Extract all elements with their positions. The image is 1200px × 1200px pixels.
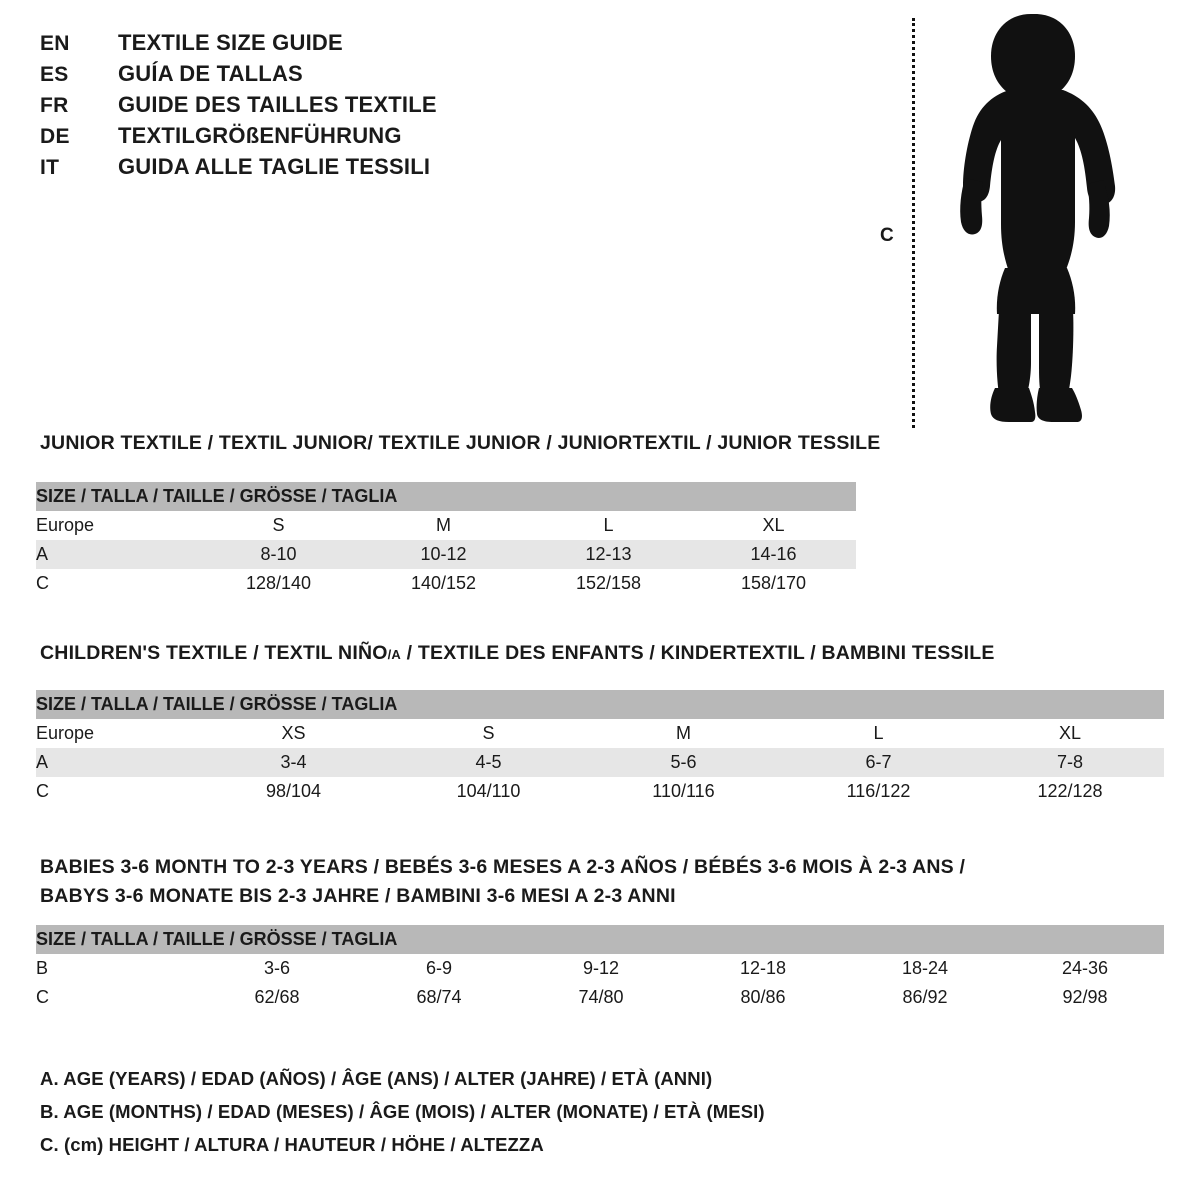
cell: 6-9: [358, 954, 520, 983]
height-measure-dotted-line: [912, 18, 915, 428]
cell: M: [361, 511, 526, 540]
row-label: A: [36, 748, 196, 777]
language-row: [40, 92, 740, 123]
row-label: Europe: [36, 511, 196, 540]
language-title: TEXTILGRÖßENFÜHRUNG: [118, 123, 402, 148]
language-row: [40, 61, 740, 92]
cell: 74/80: [520, 983, 682, 1012]
cell: 5-6: [586, 748, 781, 777]
legend-block: [40, 1068, 1140, 1167]
section-heading-babies-line1: BABIES 3-6 MONTH TO 2-3 YEARS / BEBÉS 3-6 MESES A 2-3 AÑOS / BÉBÉS 3-6 MOIS À 2-3 ANS /: [40, 856, 966, 878]
cell: S: [391, 719, 586, 748]
cell: 8-10: [196, 540, 361, 569]
junior-size-table: [36, 482, 856, 598]
language-row: [40, 154, 740, 185]
measure-label-c: C: [880, 225, 894, 246]
cell: 152/158: [526, 569, 691, 598]
children-heading-pre: CHILDREN'S TEXTILE / TEXTIL NIÑO: [40, 642, 388, 664]
table-row: [36, 983, 1164, 1012]
legend-line-c: C. (cm) HEIGHT / ALTURA / HAUTEUR / HÖHE / ALTEZZA: [40, 1134, 544, 1155]
cell: 4-5: [391, 748, 586, 777]
table-row: [36, 540, 856, 569]
table-row: [36, 748, 1164, 777]
language-title: GUIDA ALLE TAGLIE TESSILI: [118, 154, 431, 179]
table-band-header: [36, 925, 1164, 954]
language-code: DE: [40, 125, 70, 148]
babies-band-label: SIZE / TALLA / TAILLE / GRÖSSE / TAGLIA: [36, 925, 1164, 954]
cell: 68/74: [358, 983, 520, 1012]
cell: 116/122: [781, 777, 976, 806]
language-title: GUIDE DES TAILLES TEXTILE: [118, 92, 437, 117]
cell: 128/140: [196, 569, 361, 598]
language-code: EN: [40, 32, 70, 55]
language-title-list: [40, 30, 740, 185]
height-measure-figure: [880, 10, 1140, 430]
language-row: [40, 123, 740, 154]
children-heading-post: / TEXTILE DES ENFANTS / KINDERTEXTIL / BAMBINI TESSILE: [401, 642, 995, 664]
children-band-label: SIZE / TALLA / TAILLE / GRÖSSE / TAGLIA: [36, 690, 1164, 719]
language-code: ES: [40, 63, 69, 86]
cell: 80/86: [682, 983, 844, 1012]
cell: 110/116: [586, 777, 781, 806]
table-row: [36, 719, 1164, 748]
children-heading-sub: /A: [387, 647, 402, 662]
table-row: [36, 569, 856, 598]
cell: 92/98: [1006, 983, 1164, 1012]
cell: 9-12: [520, 954, 682, 983]
row-label: C: [36, 983, 196, 1012]
cell: L: [781, 719, 976, 748]
cell: XL: [691, 511, 856, 540]
cell: 98/104: [196, 777, 391, 806]
legend-line-a: A. AGE (YEARS) / EDAD (AÑOS) / ÂGE (ANS) / ALTER (JAHRE) / ETÀ (ANNI): [40, 1068, 713, 1089]
section-heading-children: [40, 642, 995, 665]
table-row: [36, 511, 856, 540]
cell: 104/110: [391, 777, 586, 806]
row-label: C: [36, 569, 196, 598]
table-band-header: [36, 690, 1164, 719]
row-label: C: [36, 777, 196, 806]
cell: 122/128: [976, 777, 1164, 806]
cell: XL: [976, 719, 1164, 748]
junior-band-label: SIZE / TALLA / TAILLE / GRÖSSE / TAGLIA: [36, 482, 856, 511]
table-row: [36, 954, 1164, 983]
cell: 7-8: [976, 748, 1164, 777]
cell: 12-13: [526, 540, 691, 569]
language-row: [40, 30, 740, 61]
children-size-table: [36, 690, 1164, 806]
cell: 3-4: [196, 748, 391, 777]
cell: 6-7: [781, 748, 976, 777]
cell: L: [526, 511, 691, 540]
cell: 62/68: [196, 983, 358, 1012]
cell: 12-18: [682, 954, 844, 983]
cell: 18-24: [844, 954, 1006, 983]
language-code: IT: [40, 156, 60, 179]
row-label: A: [36, 540, 196, 569]
cell: 24-36: [1006, 954, 1164, 983]
row-label: B: [36, 954, 196, 983]
cell: 140/152: [361, 569, 526, 598]
cell: M: [586, 719, 781, 748]
cell: XS: [196, 719, 391, 748]
language-code: FR: [40, 94, 69, 117]
table-band-header: [36, 482, 856, 511]
cell: S: [196, 511, 361, 540]
cell: 86/92: [844, 983, 1006, 1012]
language-title: GUÍA DE TALLAS: [118, 61, 303, 86]
section-heading-babies-line2: BABYS 3-6 MONATE BIS 2-3 JAHRE / BAMBINI 3-6 MESI A 2-3 ANNI: [40, 885, 676, 907]
cell: 14-16: [691, 540, 856, 569]
babies-size-table: [36, 925, 1164, 1012]
language-title: TEXTILE SIZE GUIDE: [118, 30, 343, 55]
cell: 3-6: [196, 954, 358, 983]
child-silhouette-icon: [935, 10, 1135, 430]
cell: 10-12: [361, 540, 526, 569]
row-label: Europe: [36, 719, 196, 748]
legend-line-b: B. AGE (MONTHS) / EDAD (MESES) / ÂGE (MOIS) / ALTER (MONATE) / ETÀ (MESI): [40, 1101, 765, 1122]
section-heading-junior: JUNIOR TEXTILE / TEXTIL JUNIOR/ TEXTILE JUNIOR / JUNIORTEXTIL / JUNIOR TESSILE: [40, 432, 881, 454]
table-row: [36, 777, 1164, 806]
cell: 158/170: [691, 569, 856, 598]
